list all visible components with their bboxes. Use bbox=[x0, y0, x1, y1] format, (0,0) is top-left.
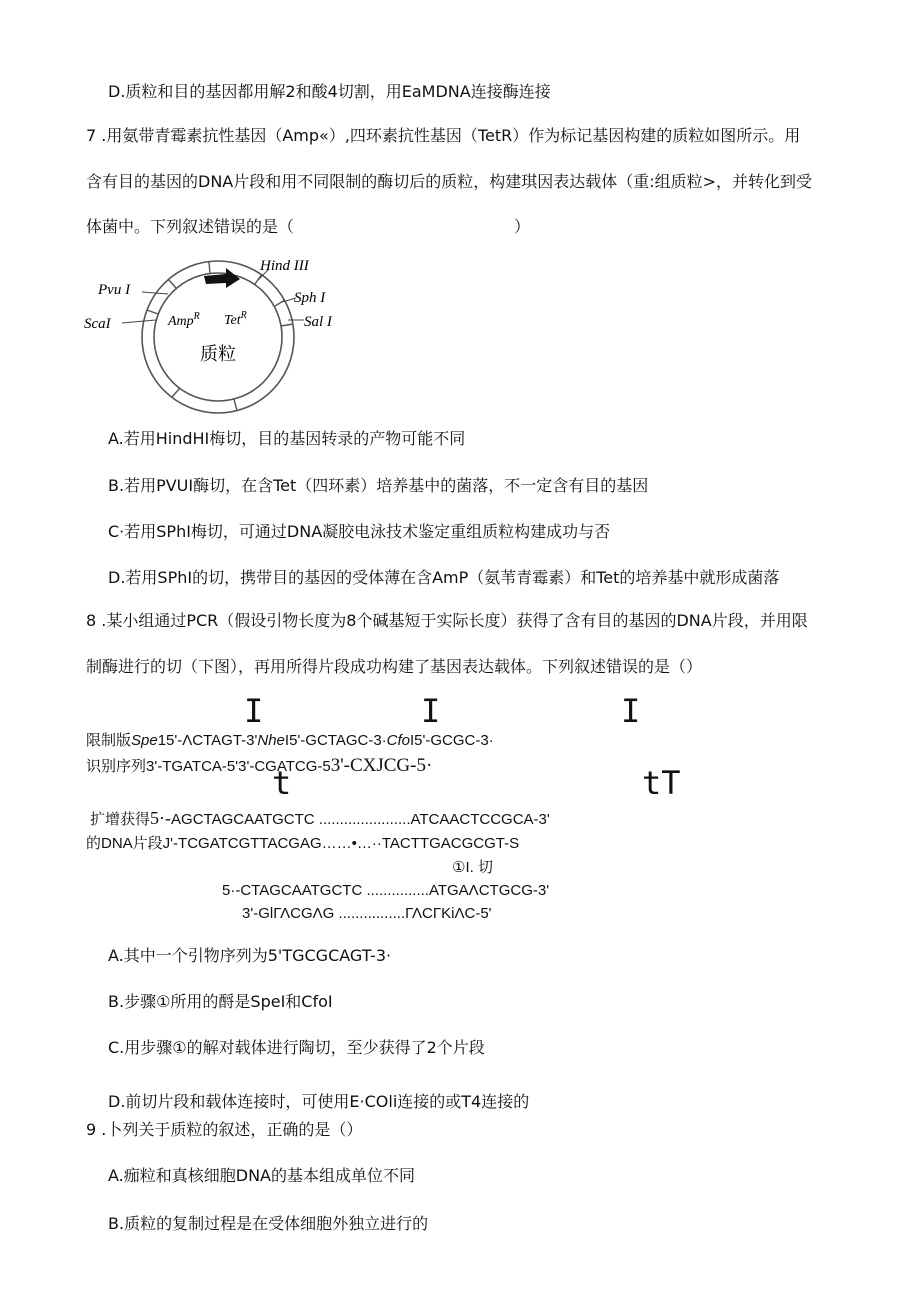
enzyme-row-prefix: 限制版 bbox=[86, 732, 132, 749]
tet-resistance-label: Tet$^R$ bbox=[224, 310, 247, 328]
recognition-row-seq: 识别序列3'-TGATCA-5'3'-CGATCG-5 bbox=[86, 758, 331, 775]
q8-stem-line-1: 8 .某小组通过PCR（假设引物长度为8个碱基短于实际长度）获得了含有目的基因的DNA片段，并用限 bbox=[86, 611, 808, 630]
q7-option-b: B.若用PVUI酶切，在含Tet（四环素）培养基中的菌落，不一定含有目的基因 bbox=[108, 476, 649, 495]
q7-option-c: C·若用SPhI梅切，可通过DNA凝胶电泳技术鉴定重组质粒构建成功与否 bbox=[108, 522, 611, 541]
q6-option-d: D.质粒和目的基因都用解2和酸4切割，用EaMDNA连接酶连接 bbox=[108, 82, 551, 101]
cut-product-row-1: 5·-CTAGCAATGCTC ...............ATGAΛCTGCG-3' bbox=[222, 882, 550, 899]
recognition-row-cfo: 3'-CXJCG-5· bbox=[330, 755, 433, 776]
enzyme-spe-seq: 15'-ΛCTAGT-3' bbox=[157, 732, 258, 749]
enzyme-nhe-name: Nhe bbox=[257, 732, 285, 749]
restriction-site-ticks bbox=[147, 262, 293, 411]
q8-option-c: C.用步骤①的解对载体进行陶切，至少获得了2个片段 bbox=[108, 1038, 485, 1057]
dna-fragment-row: 的DNA片段J'-TCGATCGTTACGAG……•…··TACTTGACGCGT-S bbox=[86, 835, 520, 852]
plasmid-center-label: 质粒 bbox=[200, 344, 236, 365]
plasmid-outer-ring bbox=[142, 261, 294, 413]
enzyme-nhe-seq: I5'-GCTAGC-3· bbox=[284, 732, 387, 749]
site-label-pvu-i: Pvu I bbox=[98, 282, 131, 298]
recognition-row bbox=[86, 756, 432, 777]
plasmid-inner-ring bbox=[154, 273, 282, 401]
step-1-label: ①I. 切 bbox=[452, 859, 493, 876]
amp-resistance-label: Amp$^R$ bbox=[168, 311, 200, 329]
site-label-hind-iii: Hind III bbox=[260, 258, 309, 274]
amplified-row bbox=[90, 808, 550, 830]
cut-marker-bottom-1: t bbox=[272, 764, 292, 802]
enzyme-spe-name: Spe bbox=[131, 732, 158, 749]
q9-option-a: A.痂粒和真核细胞DNA的基本组成单位不同 bbox=[108, 1166, 415, 1185]
q9-stem: 9 .卜列关于质粒的叙述，正确的是（） bbox=[86, 1120, 363, 1139]
site-label-sal-i: Sal I bbox=[304, 314, 332, 330]
q7-option-a: A.若用HindHI梅切，目的基因转录的产物可能不同 bbox=[108, 429, 466, 448]
q8-stem-line-2: 制酶进行的切（下图），再用所得片段成功构建了基因表达载体。下列叙述错误的是（） bbox=[86, 657, 703, 676]
q7-stem-text: 体菌中。下列叙述错误的是（ bbox=[86, 217, 295, 236]
amplified-row-prefix: 扩增获得 bbox=[90, 811, 151, 828]
enzyme-cfo-seq: I5'-GCGC-3· bbox=[410, 732, 494, 749]
site-label-sph-i: Sph I bbox=[294, 290, 326, 306]
q8-option-a: A.其中一个引物序列为5'TGCGCAGT-3· bbox=[108, 946, 392, 965]
amplified-row-seq: AGCTAGCAATGCTC ......................ATCAACTCCGCA-3' bbox=[171, 811, 550, 828]
q7-close-paren: ） bbox=[514, 217, 531, 236]
site-label-sca-i: ScaI bbox=[84, 316, 111, 332]
enzyme-row bbox=[86, 731, 494, 751]
cut-marker-top-1: I bbox=[244, 692, 264, 730]
cut-marker-top-3: I bbox=[621, 692, 641, 730]
cut-marker-bottom-2: tT bbox=[642, 764, 681, 802]
q8-option-d: D.前切片段和载体连接时，可使用E·COli连接的或T4连接的 bbox=[108, 1092, 530, 1111]
q9-option-b: B.质粒的复制过程是在受体细胞外独立进行的 bbox=[108, 1214, 429, 1233]
cut-product-row-2: 3'-GlΓΛCGΛG ................ΓΛCΓKiΛC-5' bbox=[242, 905, 492, 922]
q7-stem-line-1: 7 .用氨带青霉素抗性基因（Amp«）,四环素抗性基因（TetR）作为标记基因构建的质粒如图所示。用 bbox=[86, 126, 801, 145]
enzyme-cfo-name: Cfo bbox=[386, 732, 411, 749]
plasmid-diagram bbox=[82, 254, 352, 414]
q7-stem-line-2: 含有目的基因的DNA片段和用不同限制的酶切后的质粒，构建琪因表达载体（重:组质粒>，并转化到受 bbox=[86, 172, 813, 191]
cut-marker-top-2: I bbox=[421, 692, 441, 730]
q7-stem-line-3 bbox=[86, 217, 530, 237]
q8-option-b: B.步骤①所用的酹是SpeI和CfoI bbox=[108, 992, 333, 1011]
amplified-row-5prime: 5·- bbox=[150, 808, 172, 828]
q7-option-d: D.若用SPhI的切，携带目的基因的受体薄在含AmP（氨苇青霉素）和Tet的培养基中就形成菌落 bbox=[108, 568, 780, 587]
